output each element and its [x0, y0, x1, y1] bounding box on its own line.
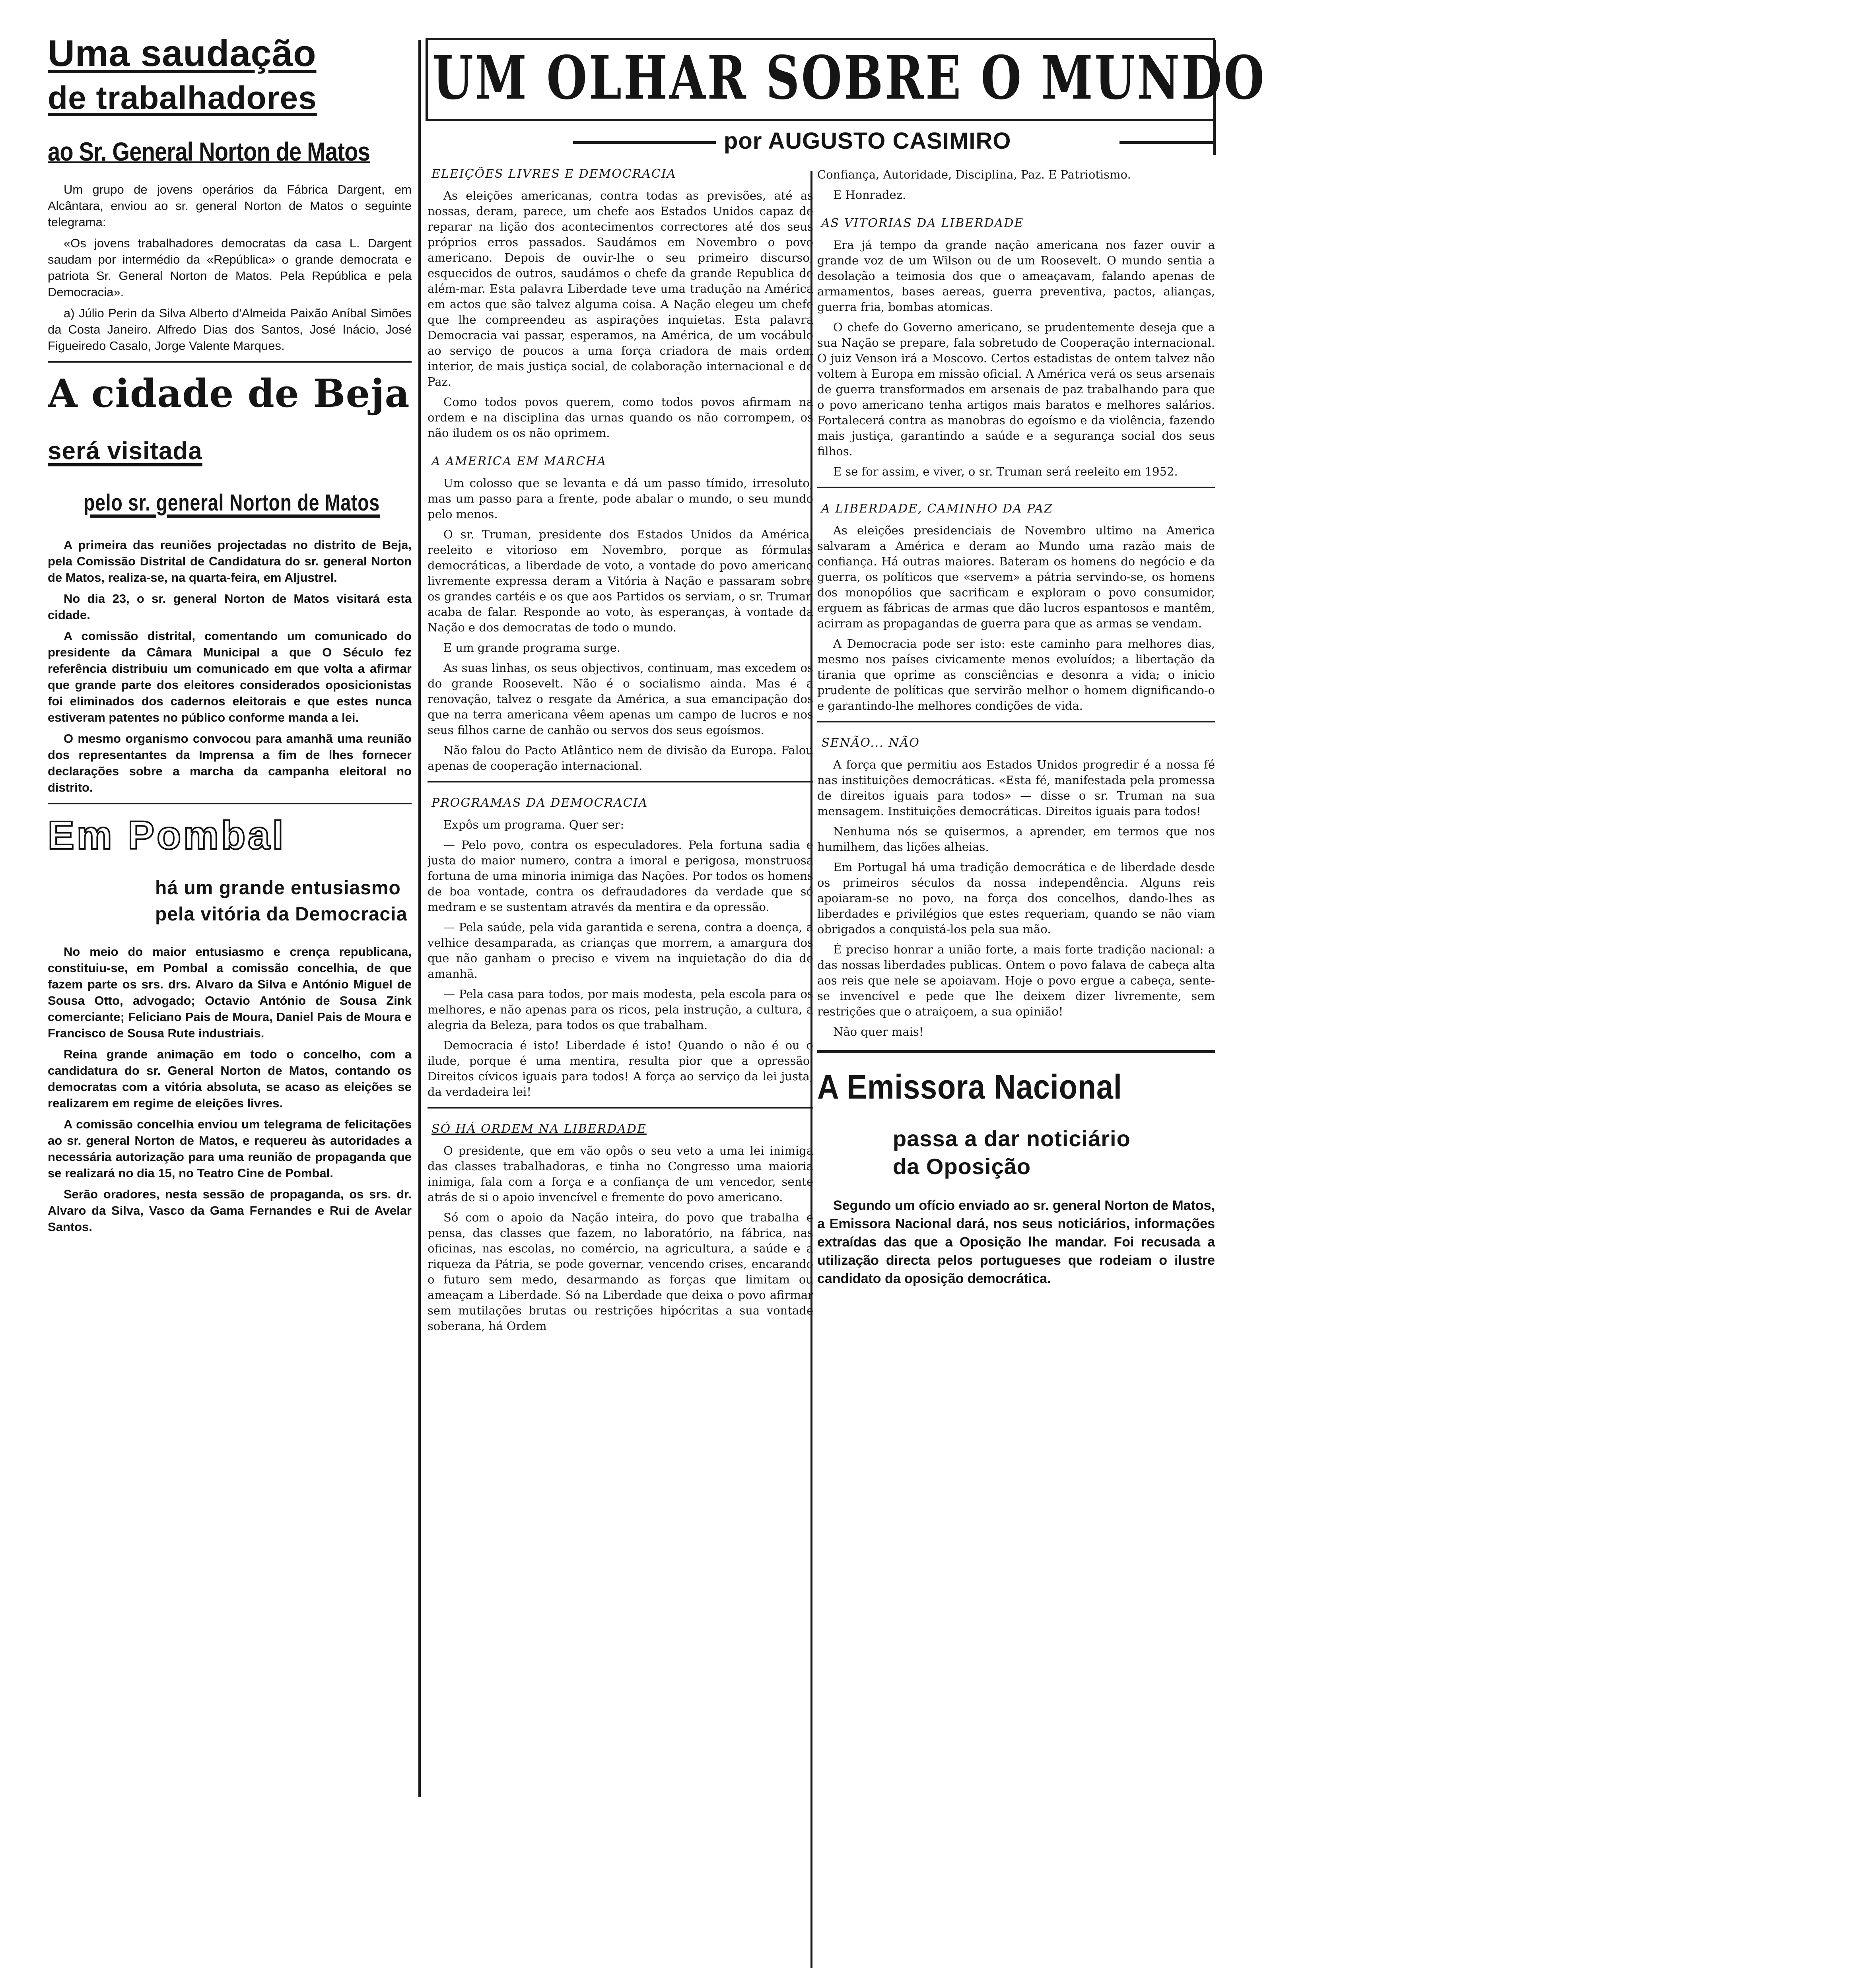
article-saudacao	[48, 181, 412, 354]
feature-paragraph: As suas linhas, os seus objectivos, continuam, mas excedem os do grande Roosevelt. Não é o socialismo ainda. Mas é a renovação, talvez o resgate da América, a sua emancipação dos que na terra americana vêem apenas um campo de lucros e nos seus filhos carne de canhão ou servos dos seus egoísmos.	[428, 661, 813, 737]
headline-beja	[48, 370, 412, 521]
feature-section-heading: SÓ HÁ ORDEM NA LIBERDADE	[431, 1122, 647, 1136]
feature-paragraph: É preciso honrar a união forte, a mais forte tradição nacional: a das nossas liberdades publicas. Ontem o povo falava de cabeça alta aos reis que nele se apoiavam. Hoje o povo ergue a cabeça, sente-se invencível e pede que lhe deixem dizer livremente, sem restrições que o atraiçoem, a sua opinião!	[817, 943, 1215, 1018]
feature-column-right	[817, 167, 1215, 1293]
column-rule-left	[418, 40, 421, 1797]
feature-section-heading: A LIBERDADE, CAMINHO DA PAZ	[821, 502, 1053, 516]
article-pombal-paragraph: A comissão concelhia enviou um telegrama de felicitações ao sr. general Norton de Matos, e requereu às autoridades a necessária autorização para uma reunião de propaganda que se realizará no dia 15, no Teatro Cine de Pombal.	[48, 1117, 412, 1180]
headline-pombal-line1: Em Pombal	[48, 813, 286, 858]
feature-paragraph: As eleições presidenciais de Novembro ultimo na America salvaram a América e deram ao Mundo uma razão mais de confiança. Há outras maiores. Bateram os homens do negócio e da guerra, os políticos que «servem» a pátria servindo-se, os homens dos monopólios que sacrificam e exploram o povo consumidor, erguem as fábricas de armas que dão lucros espantosos e mantêm, acirram as propagandas de guerra para que as armas se vendam.	[817, 524, 1215, 630]
feature-title: UM OLHAR SOBRE O MUNDO	[432, 43, 1266, 113]
feature-paragraph: Democracia é isto! Liberdade é isto! Quando o não é ou o ilude, porque é uma mentira, resulta pior que a opressão. Direitos cívicos iguais para todos! A força ao serviço da lei justa, da verdadeira lei!	[428, 1039, 813, 1099]
feature-paragraph: — Pela casa para todos, por mais modesta, pela escola para os melhores, e não apenas para os ricos, pela instrução, a cultura, a alegria da Beleza, para todos os que trabalham.	[428, 987, 813, 1032]
headline-saudacao-line2: de trabalhadores	[48, 80, 317, 116]
article-pombal	[48, 944, 412, 1235]
article-beja	[48, 537, 412, 796]
section-divider-heavy	[817, 1050, 1215, 1053]
feature-paragraph: Nenhuma nós se quisermos, a aprender, em termos que nos humilhem, das lições alheias.	[817, 825, 1215, 854]
feature-section	[428, 454, 813, 774]
feature-paragraph: E se for assim, e viver, o sr. Truman será reeleito em 1952.	[833, 465, 1178, 478]
feature-paragraph: Em Portugal há uma tradição democrática e de liberdade desde os primeiros séculos da nossa independência. Alguns reis apoiaram-se no povo, na força dos concelhos, dando-lhes as liberdades e privilégios que estes requeriam, quando se não viam obrigados a conquistá-los pela sua mão.	[817, 860, 1215, 936]
section-divider	[428, 781, 813, 782]
feature-paragraph: Como todos povos querem, como todos povos afirmam na ordem e na disciplina das urnas quando os não corrompem, os não iludem os os não oprimem.	[428, 395, 813, 440]
feature-paragraph: Não quer mais!	[833, 1025, 924, 1039]
headline-beja-line2: será visitada	[48, 437, 202, 465]
article-beja-paragraph: A comissão distrital, comentando um comunicado do presidente da Câmara Municipal a que O Século fez referência distribuiu um comunicado em que volta a afirmar que grande parte dos eleitores considerados oposicionistas foi eliminados dos cadernos eleitorais e que estes nunca estiveram patentes no público conforme manda a lei.	[48, 629, 412, 724]
feature-paragraph: Um colosso que se levanta e dá um passo tímido, irresoluto, mas um passo para a frente, pode abalar o mundo, o seu mundo pelo menos.	[428, 476, 813, 521]
feature-paragraph: A força que permitiu aos Estados Unidos progredir é a nossa fé nas instituições democráticas. «Esta fé, manifestada pela promessa de direitos iguais para todos» — disse o sr. Truman na sua mensagem. Instituições democráticas. Direitos iguais para todos!	[817, 758, 1215, 818]
feature-paragraph: Era já tempo da grande nação americana nos fazer ouvir a grande voz de um Wilson ou de um Roosevelt. O mundo sentia a desolação a teimosia dos que o ameaçavam, falando apenas de armamentos, bases aereas, guerra preventiva, pactos, alianças, guerra fria, bombas atomicas.	[817, 238, 1215, 314]
article-pombal-paragraph: No meio do maior entusiasmo e crença republicana, constituiu-se, em Pombal a comissão concelhia, de que fazem parte os srs. drs. Alvaro da Silva e António Miguel de Sousa Otto, advogado; Octavio António de Sousa Zink comerciante; Feliciano Pais de Moura, Daniel Pais de Moura e Francisco de Sousa Rute industriais.	[48, 945, 412, 1040]
section-divider	[817, 487, 1215, 488]
feature-section	[817, 736, 1215, 1040]
headline-pombal-line2: há um grande entusiasmo	[155, 878, 401, 899]
feature-title-box	[426, 38, 1266, 121]
section-divider	[48, 361, 412, 363]
section-divider	[817, 721, 1215, 722]
article-saudacao-paragraph: «Os jovens trabalhadores democratas da casa L. Dargent saudam por intermédio da «República» o grande democrata e patriota Sr. General Norton de Matos. Pela República e pela Democracia».	[48, 236, 412, 299]
article-emissora	[817, 1196, 1215, 1288]
headline-saudacao-line1: Uma saudação	[48, 32, 317, 74]
feature-paragraph: Não falou do Pacto Atlântico nem de divisão da Europa. Falou apenas de cooperação internacional.	[428, 744, 813, 773]
headline-beja-line3: pelo sr. general Norton de Matos	[84, 490, 380, 516]
section-divider	[428, 1107, 813, 1109]
feature-column-middle	[428, 167, 813, 1980]
feature-section-heading: A AMERICA EM MARCHA	[431, 454, 606, 468]
feature-section-heading: AS VITORIAS DA LIBERDADE	[821, 216, 1024, 230]
byline-row	[573, 125, 1213, 157]
headline-emissora-line2: passa a dar noticiário	[893, 1126, 1131, 1151]
article-pombal-paragraph: Reina grande animação em todo o concelho, com a candidatura do sr. General Norton de Matos, contando os democratas com a vitória absoluta, se acaso as eleições se realizarem em regime de eleições livres.	[48, 1047, 412, 1110]
headline-saudacao	[48, 32, 412, 169]
article-beja-paragraph: A primeira das reuniões projectadas no distrito de Beja, pela Comissão Distrital de Candidatura do sr. general Norton de Matos, realiza-se, na quarta-feira, em Aljustrel.	[48, 538, 412, 584]
feature-continuation	[817, 167, 1215, 203]
headline-saudacao-line3: ao Sr. General Norton de Matos	[48, 137, 370, 166]
left-column	[48, 32, 412, 1240]
feature-section-heading: SENÃO... NÃO	[821, 736, 920, 750]
feature-paragraph: — Pelo povo, contra os especuladores. Pela fortuna sadia e justa do maior numero, contra a imoral e perigosa, monstruosa fortuna de uma minoria inimiga das Nações. Por todos os homens de boa vontade, contra os defraudadores da verdade que só medram e se sustentam através da mentira e da opressão.	[428, 838, 813, 914]
feature-paragraph: A Democracia pode ser isto: este caminho para melhores dias, mesmo nos países civicamente menos evoluídos; a libertação da tirania que oprime as consciências e desonra a vida; o inicio prudente de políticas que servirão melhor o homem dignificando-o e garantindo-lhe melhores condições de vida.	[817, 637, 1215, 712]
headline-emissora	[817, 1065, 1215, 1180]
headline-beja-line1: A cidade de Beja	[48, 371, 410, 416]
feature-section	[428, 796, 813, 1100]
feature-paragraph: As eleições americanas, contra todas as previsões, até as nossas, deram, parece, um chefe aos Estados Unidos capaz de reparar na lição dos acontecimentos correctores até dos seus próprios erros passados. Saudámos em Novembro o povo americano. Depois de ouvir-lhe o seu primeiro discurso, esquecidos de outros, saudámos o chefe da grande Republica de além-mar. Esta palavra Liberdade teve uma tradução na América em actos que são talvez alguma coisa. A Nação elegeu um chefe que lhe compreendeu as aspirações inquietas. Esta palavra Democracia vai passar, esperamos, na América, de um vocábulo ao serviço de poucos a uma força criadora de mais ordem interior, de mais justiça social, de colaboração internacional e de Paz.	[428, 189, 813, 388]
feature-section	[428, 167, 813, 441]
feature-paragraph: Confiança, Autoridade, Disciplina, Paz. E Patriotismo.	[817, 168, 1131, 181]
byline-rule-right	[1119, 141, 1213, 144]
feature-paragraph: E Honradez.	[833, 188, 906, 202]
feature-paragraph: O chefe do Governo americano, se prudentemente deseja que a sua Nação se prepare, fala sobretudo de Cooperação internacional. O juiz Venson irá a Moscovo. Certos estadistas de ontem talvez não voltem à Europa em missão oficial. A América verá os seus arsenais de guerra transformados em arsenais de paz trabalhando para que o povo americano tenha artigos mais baratos e melhores salários. Fortalecerá contra as manobras do egoísmo e da violência, fazendo mais justiça, garantindo a saúde e a segurança social dos seus filhos.	[817, 320, 1215, 458]
headline-pombal-line3: pela vitória da Democracia	[155, 904, 408, 925]
feature-paragraph: — Pela saúde, pela vida garantida e serena, contra a doença, a velhice desamparada, as crianças que morrem, a amargura dos que não ganham o preciso e vivem na inquietação do dia de amanhã.	[428, 920, 813, 980]
feature-paragraph: O sr. Truman, presidente dos Estados Unidos da América, reeleito e vitorioso em Novembro, porque as fórmulas democráticas, a liberdade de voto, a vontade do povo americano livremente expressa deram a Vitória à Nação e passaram sobre os grandes cartéis e os que aos Partidos os serviam, o sr. Truman acaba de falar. Responde ao voto, às esperanças, à vontade da Nação e dos democratas de todo o mundo.	[428, 528, 813, 634]
feature-paragraph: E um grande programa surge.	[443, 641, 621, 654]
byline-rule	[573, 141, 716, 144]
feature-paragraph: Expôs um programa. Quer ser:	[443, 818, 624, 831]
article-pombal-paragraph: Serão oradores, nesta sessão de propaganda, os srs. dr. Alvaro da Silva, Vasco da Gama Fernandes e Rui de Avelar Santos.	[48, 1187, 412, 1234]
feature-section	[817, 216, 1215, 480]
headline-emissora-line3: da Oposição	[893, 1154, 1031, 1179]
article-emissora-paragraph: Segundo um ofício enviado ao sr. general Norton de Matos, a Emissora Nacional dará, nos seus noticiários, informações extraídas das que a Oposição lhe mandar. Foi recusada a utilização directa pelos portugueses que rodeiam o ilustre candidato da oposição democrática.	[817, 1198, 1215, 1286]
article-beja-paragraph: No dia 23, o sr. general Norton de Matos visitará esta cidade.	[48, 592, 412, 622]
feature-paragraph: Só com o apoio da Nação inteira, do povo que trabalha e pensa, das classes que fazem, no laboratório, na fábrica, nas oficinas, nas escolas, no comércio, na agricultura, a saúde e a riqueza da Pátria, se pode governar, vencendo crises, encarando o futuro sem medo, desarmando as forças que limitam ou ameaçam a Liberdade. Só na Liberdade que deixa o povo afirmar sem mutilações brutas ou restrições hipócritas a sua vontade soberana, há Ordem	[428, 1211, 813, 1333]
article-beja-paragraph: O mesmo organismo convocou para amanhã uma reunião dos representantes da Imprensa a fim de lhes fornecer declarações sobre a marcha da campanha eleitoral no distrito.	[48, 732, 412, 794]
article-saudacao-paragraph: Um grupo de jovens operários da Fábrica Dargent, em Alcântara, enviou ao sr. general Norton de Matos o seguinte telegrama:	[48, 182, 412, 229]
section-divider	[48, 803, 412, 804]
feature-section	[817, 502, 1215, 714]
feature-byline: por AUGUSTO CASIMIRO	[724, 128, 1011, 154]
feature-section	[428, 1122, 813, 1334]
feature-paragraph: O presidente, que em vão opôs o seu veto a uma lei inimiga das classes trabalhadoras, e tinha no Congresso uma maioria inimiga, fala com a força e a confiança de um vencedor, sente atrás de si o apoio invencível e fremente do povo americano.	[428, 1144, 813, 1204]
feature-section-heading: ELEIÇÕES LIVRES E DEMOCRACIA	[431, 167, 676, 181]
headline-pombal	[48, 812, 412, 928]
feature-section-heading: PROGRAMAS DA DEMOCRACIA	[431, 796, 648, 810]
article-saudacao-paragraph: a) Júlio Perin da Silva Alberto d'Almeida Paixão Aníbal Simões da Costa Janeiro. Alfredo Dias dos Santos, José Inácio, José Figueiredo Casalo, Jorge Valente Marques.	[48, 306, 412, 353]
headline-emissora-line1: A Emissora Nacional	[817, 1068, 1122, 1106]
